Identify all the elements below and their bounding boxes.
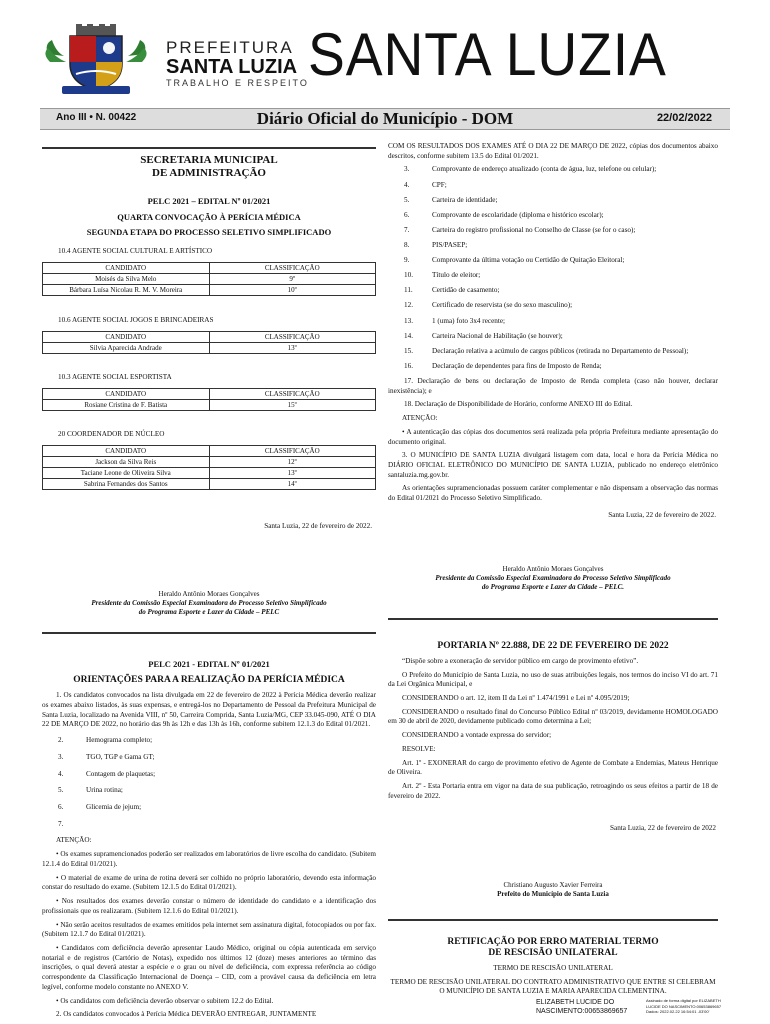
results-table	[42, 262, 376, 296]
convocacao-section	[42, 154, 376, 243]
portaria-title: PORTARIA Nº 22.888, DE 22 DE FEVEREIRO DE 2022	[437, 641, 669, 651]
table-row: Moisés da Silva Melo 9º	[43, 274, 376, 285]
ementa: “Dispõe sobre a exoneração de servidor público em cargo de provimento efetivo”.	[402, 656, 639, 665]
table-row: Rosiane Cristina de F. Batista 15º	[43, 400, 376, 411]
journal-title: Diário Oficial do Município - DOM	[256, 109, 514, 128]
list-item: 16. Declaração de dependentes para fins de Imposto de Renda;	[404, 361, 602, 370]
prefeitura-motto: TRABALHO E RESPEITO	[166, 78, 309, 88]
bullet-item: • O material de exame de urina de rotina deverá ser colhido no próprio laboratório, devendo esta informação constar do resultado do exame. (Subitem 12.1.5 do Edital 01/2021).	[42, 873, 376, 892]
secretaria-title-2: DE ADMINISTRAÇÃO	[152, 167, 266, 180]
secretaria-title: SECRETARIA MUNICIPAL	[140, 154, 278, 166]
paragraph: 3. O MUNICÍPIO DE SANTA LUZIA divulgará listagem com data, local e hora da Perícia Médica no DIÁRIO OFICIAL ELETRÔNICO DO MUNICÍPIO DE SANTA LUZIA, publicado no endereço eletrônico santaluzia.mg.gov.br.	[388, 451, 718, 479]
results-table: CANDIDATO CLASSIFICAÇÃO Jackson da Silva Reis 12º Taciane Leone de Oliveira Silva 13º Sabrina Fernandes dos Santos 14º	[42, 445, 376, 490]
list-item: 11. Certidão de casamento;	[404, 286, 500, 295]
group-title: 10.4 AGENTE SOCIAL CULTURAL E ARTÍSTICO	[58, 247, 213, 255]
table-row: Sabrina Fernandes dos Santos 14º	[43, 479, 376, 490]
etapa-heading: SEGUNDA ETAPA DO PROCESSO SELETIVO SIMPLIFICADO	[86, 227, 332, 238]
bullet-item: • Nos resultados dos exames deverão constar o número de identidade do candidato e a identificação dos profissionais que os realizaram. (Subitem 12.1.6 do Edital 01/2021).	[42, 897, 376, 915]
section-rule	[388, 919, 718, 921]
place-date: Santa Luzia, 22 de fevereiro de 2022	[610, 824, 716, 832]
list-item: 9. Comprovante da última votação ou Certidão de Quitação Eleitoral;	[404, 256, 625, 265]
col-classificacao: CLASSIFICAÇÃO	[209, 263, 376, 274]
list-item: 5. Carteira de identidade;	[404, 195, 498, 204]
bullet-item: • Candidatos com deficiência deverão apresentar Laudo Médico, original ou cópia autenticada em serviço notarial e de registros (Cartório de Notas), expedido nos últimos 12 (doze) meses anteriores ao término das inscrições, o qual deverá atestar a espécie e o grau ou nível de deficiência, com expressa referência ao código correspondente da Classificação Internacional de Doença – CID, com a provável causa da deficiência em letra legível, conforme modelo constante no ANEXO V.	[42, 943, 376, 991]
stamp-date: Dados: 2022.02.22 16:54:01 -03'00'	[646, 1009, 710, 1015]
masthead-city: SANTA LUZIA	[308, 21, 667, 88]
list-item: 18. Declaração de Disponibilidade de Horário, conforme ANEXO III do Edital.	[404, 400, 633, 409]
list-item: 3. TGO, TGP e Gama GT;	[58, 752, 155, 761]
exam-list	[52, 736, 376, 829]
list-item: 17. Declaração de bens ou declaração de Imposto de Renda completa (caso não houver, declarar inexistência); e	[388, 376, 718, 395]
results-table: CANDIDATO CLASSIFICAÇÃO Silvia Aparecida Andrade 13º	[42, 331, 376, 354]
list-item: 8. PIS/PASEP;	[404, 240, 468, 249]
signature-block	[388, 881, 718, 899]
paragraph: CONSIDERANDO o art. 12, item II da Lei nº 1.474/1991 e Lei nº 4.095/2019;	[402, 693, 630, 702]
paragraph: COM OS RESULTADOS DOS EXAMES ATÉ O DIA 22 DE MARÇO DE 2022, cópias dos documentos abaixo descritos, conforme subitem 13.5 do Edital 01/2021.	[388, 142, 718, 160]
place-date: Santa Luzia, 22 de fevereiro de 2022.	[608, 511, 716, 519]
atencao-label: ATENÇÃO:	[402, 414, 438, 423]
list-item: 6. Comprovante de escolaridade (diploma e histórico escolar);	[404, 210, 604, 219]
signer-role-2: do Programa Esporte e Lazer da Cidade – PELC	[138, 608, 280, 617]
table-row: Bárbara Luísa Nicolau R. M. V. Moreira 10º	[43, 285, 376, 296]
stamp-note: Assinado de forma digital por ELIZABETH	[646, 998, 721, 1003]
signer-name: Christiano Augusto Xavier Ferreira	[503, 881, 603, 889]
retificacao-title: RETIFICAÇÃO POR ERRO MATERIAL TERMO	[447, 937, 659, 947]
signature-block	[388, 565, 718, 592]
paragraph: RESOLVE:	[402, 744, 436, 753]
list-item: 15. Declaração relativa a acúmulo de cargos públicos (retirada no Departamento de Pessoal);	[404, 346, 689, 355]
documents-section	[388, 142, 718, 508]
signature-block	[42, 590, 376, 617]
paragraph: Art. 1º - EXONERAR do cargo de provimento efetivo de Agente de Combate a Endemias, Mateus Henrique de Oliveira.	[388, 758, 718, 777]
paragraph: 2. Os candidatos convocados à Perícia Médica DEVERÃO ENTREGAR, JUNTAMENTE	[56, 1010, 317, 1019]
orientacoes-section	[42, 655, 376, 1024]
city-coat-of-arms	[42, 24, 150, 98]
retificacao-section	[388, 937, 718, 997]
portaria-section	[388, 636, 718, 805]
list-item: 7. Carteira do registro profissional no Conselho de Classe (se for o caso);	[404, 225, 636, 234]
col-candidato: CANDIDATO	[43, 263, 210, 274]
list-item: 5. Urina rotina;	[58, 786, 123, 795]
masthead-banner	[40, 108, 730, 130]
signer-role-2: do Programa Esporte e Lazer da Cidade – PELC.	[481, 583, 625, 592]
list-item: 3. Comprovante de endereço atualizado (conta de água, luz, telefone ou celular);	[404, 165, 657, 174]
edital-heading: PELC 2021 - EDITAL Nº 01/2021	[148, 659, 270, 669]
place-date: Santa Luzia, 22 de fevereiro de 2022.	[264, 522, 372, 530]
group-title: 10.6 AGENTE SOCIAL JOGOS E BRINCADEIRAS	[58, 316, 214, 324]
retificacao-title-2: DE RESCISÃO UNILATERAL	[488, 948, 618, 959]
prefeitura-city: SANTA LUZIA	[166, 56, 298, 78]
stamp-note: LUCIDE DO NASCIMENTO:00653869657	[646, 1003, 722, 1009]
table-row: Jackson da Silva Reis 12º	[43, 457, 376, 468]
list-item: 14. Carteira Nacional de Habilitação (se houver);	[404, 331, 563, 340]
group-title: 10.3 AGENTE SOCIAL ESPORTISTA	[58, 373, 172, 381]
section-rule	[42, 632, 376, 634]
signer-name: Heraldo Antônio Moraes Gonçalves	[502, 565, 604, 573]
prefeitura-label: PREFEITURA	[166, 38, 294, 57]
edition-number: Ano III • N. 00422	[56, 112, 137, 123]
document-list	[398, 165, 718, 371]
section-rule	[388, 618, 718, 620]
list-item: 10. Título de eleitor;	[404, 271, 481, 280]
bullet-item: • Os exames supramencionados poderão ser realizados em laboratórios de livre escolha do candidato. (Subitem 12.1.4 do Edital 01/2021).	[42, 850, 376, 868]
list-item: 12. Certificado de reservista (se do sexo masculino);	[404, 301, 573, 310]
list-item: 7.	[58, 819, 64, 828]
atencao-label: ATENÇÃO:	[56, 836, 92, 845]
paragraph: O Prefeito do Município de Santa Luzia, no uso de suas atribuições legais, nos termos do inciso VI do art. 71 da Lei Orgânica Municipal, e	[388, 670, 718, 689]
paragraph: CONSIDERANDO a vontade expressa do servidor;	[402, 731, 552, 740]
list-item: 13. 1 (uma) foto 3x4 recente;	[404, 316, 506, 325]
orientacoes-title: ORIENTAÇÕES PARA A REALIZAÇÃO DA PERÍCIA MÉDICA	[73, 675, 345, 686]
bullet-item: • Não serão aceitos resultados de exames emitidos pela internet sem assinatura digital, fotocopiados ou por fax. (Subitem 12.1.7 do Edital 01/2021).	[42, 920, 376, 939]
signer-role: Presidente da Comissão Especial Examinadora do Processo Seletivo Simplificado	[435, 574, 671, 583]
edital-heading: PELC 2021 – EDITAL Nº 01/2021	[147, 196, 271, 207]
stamp-signer-id: NASCIMENTO:00653869657	[536, 1008, 628, 1016]
issue-date: 22/02/2022	[656, 112, 712, 124]
paragraph: Art. 2º - Esta Portaria entra em vigor na data de sua publicação, retroagindo os seus efeitos a partir de 18 de fevereiro de 2022.	[388, 782, 718, 800]
table-row: Silvia Aparecida Andrade 13º	[43, 343, 376, 354]
stamp-signer-name: ELIZABETH LUCIDE DO	[536, 999, 615, 1006]
retificacao-subtitle: TERMO DE RESCISÃO UNILATERAL	[493, 963, 613, 972]
bullet-item: • Os candidatos com deficiência deverão observar o subitem 12.2 do Edital.	[56, 996, 274, 1005]
list-item: 2. Hemograma completo;	[58, 736, 153, 745]
retificacao-text: TERMO DE RESCISÃO UNILATERAL DO CONTRATO ADMINISTRATIVO QUE ENTRE SI CELEBRAM O MUNICÍPIO DE SANTA LUZIA E MARIA APARECIDA CLEMENTINA.	[390, 977, 716, 996]
list-item: 4. CPF;	[404, 180, 447, 189]
list-item: 4. Contagem de plaquetas;	[58, 769, 156, 778]
list-item: 6. Glicemia de jejum;	[58, 803, 142, 812]
table-row: Taciane Leone de Oliveira Silva 13º	[43, 468, 376, 479]
results-table: CANDIDATO CLASSIFICAÇÃO Rosiane Cristina de F. Batista 15º	[42, 388, 376, 411]
signer-name: Heraldo Antônio Moraes Gonçalves	[158, 590, 260, 598]
signer-role: Prefeito do Município de Santa Luzia	[497, 890, 609, 899]
section-rule	[42, 147, 376, 149]
paragraph: As orientações supramencionadas possuem caráter complementar e não dispensam a observação das normas do Edital 01/2021 do Processo Seletivo Simplificado.	[388, 484, 718, 503]
group-title: 20 COORDENADOR DE NÚCLEO	[58, 430, 165, 438]
paragraph: CONSIDERANDO o resultado final do Concurso Público Edital nº 03/2019, devidamente HOMOLOGADO em 30 de abril de 2020, devidamente publicado como determina a Lei;	[388, 707, 718, 726]
paragraph: 1. Os candidatos convocados na lista divulgada em 22 de fevereiro de 2022 à Perícia Médica deverão realizar os exames abaixo listados, às suas expensas, e entregá-los no Departamento de Pessoal da Prefeitura Municipal de Santa Luzia, localizado na Avenida VIII, nº 50, Carreira Comprida, Santa Luzia/MG, CEP 33.045-090, ATÉ O DIA 22 DE MARÇO DE 2022, no horário das 9h às 12h e das 13h às 16h, conforme subitem 12.1.3 do Edital 01/2021.	[42, 691, 376, 729]
signer-role: Presidente da Comissão Especial Examinadora do Processo Seletivo Simplificado	[91, 599, 327, 608]
bullet-item: • A autenticação das cópias dos documentos será realizada pela própria Prefeitura mediante apresentação do documento original.	[388, 427, 718, 446]
convocacao-heading: QUARTA CONVOCAÇÃO À PERÍCIA MÉDICA	[117, 211, 301, 222]
